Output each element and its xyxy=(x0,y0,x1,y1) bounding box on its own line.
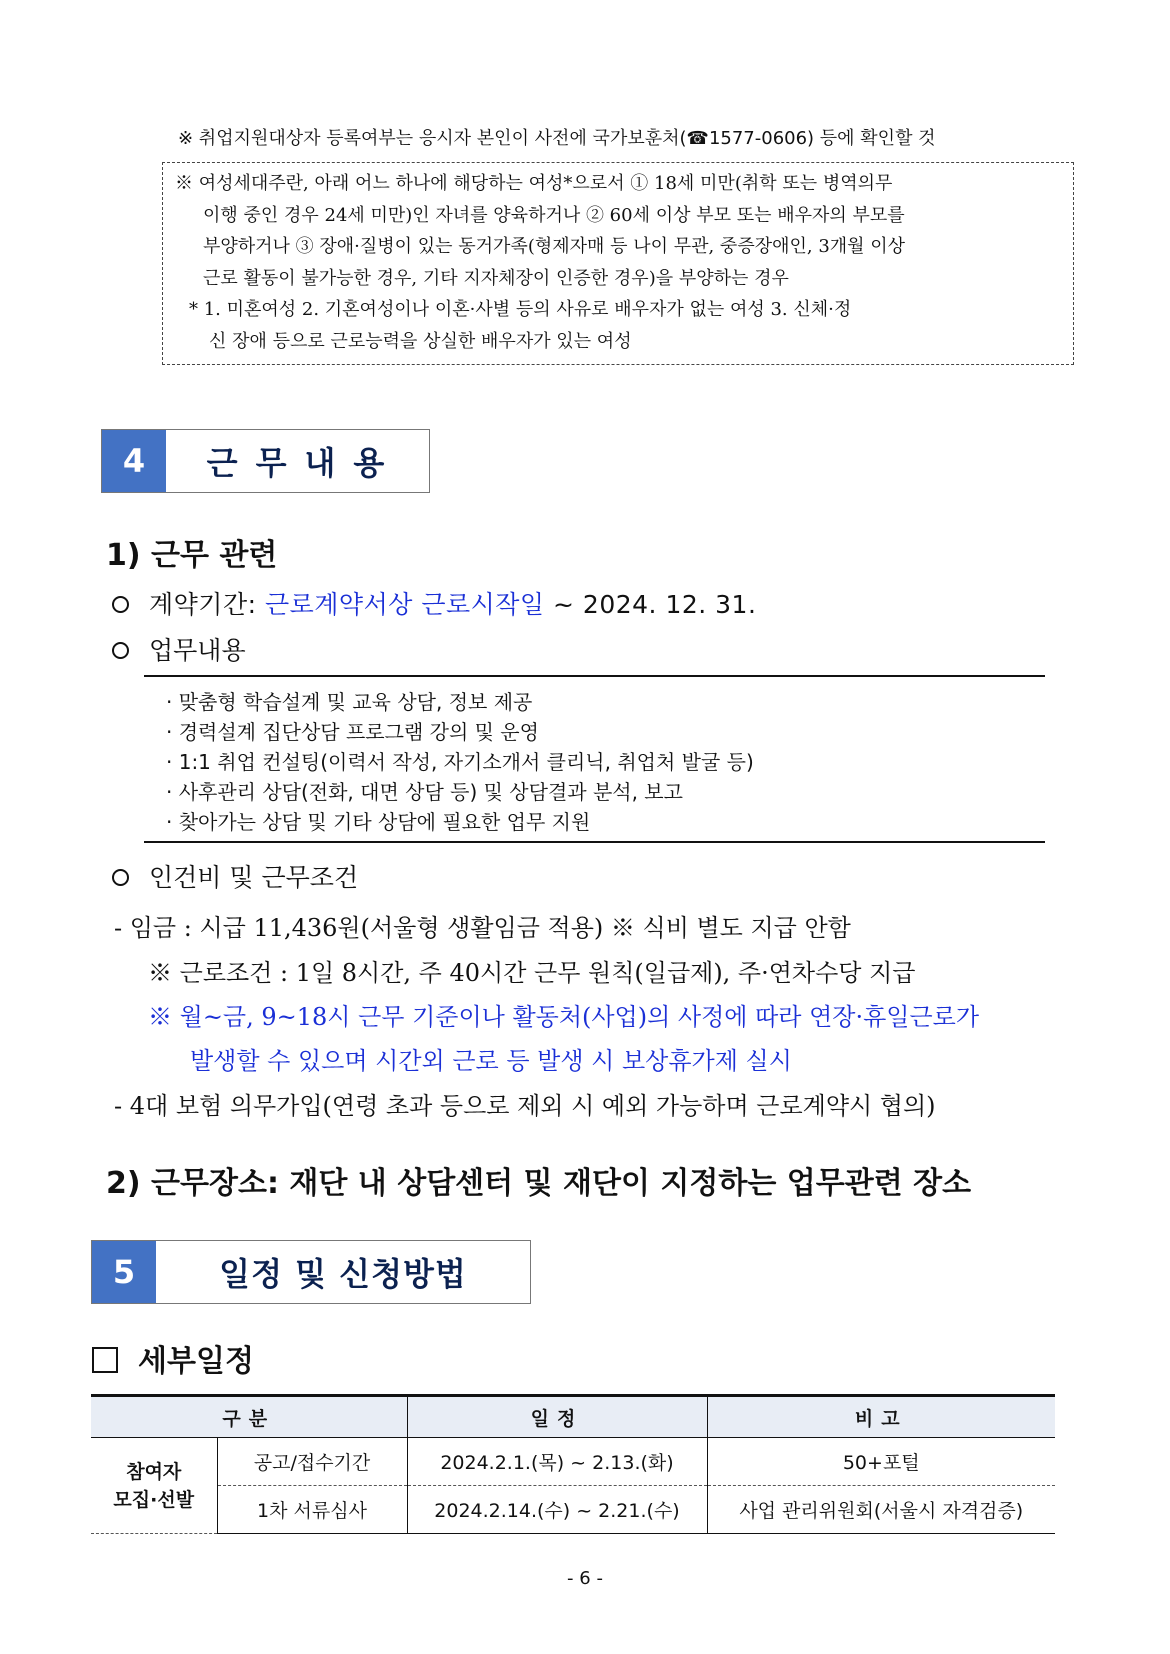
circle-bullet-icon xyxy=(112,869,129,886)
note-cell: 50+포털 xyxy=(707,1438,1055,1486)
section-header-5 xyxy=(91,1240,531,1304)
section-header-4 xyxy=(101,429,430,493)
date-cell: 2024.2.1.(목) ~ 2.13.(화) xyxy=(407,1438,707,1486)
list-item: · 맞춤형 학습설계 및 교육 상담, 정보 제공 xyxy=(166,690,533,714)
subsection-heading: 1) 근무 관련 xyxy=(106,538,278,573)
contract-end: ~ 2024. 12. 31. xyxy=(544,590,757,619)
subsection-heading: 2) 근무장소: 재단 내 상담센터 및 재단이 지정하는 업무관련 장소 xyxy=(106,1166,972,1201)
group-cell xyxy=(91,1438,217,1534)
stage-cell: 공고/접수기간 xyxy=(217,1438,407,1486)
list-item: · 경력설계 집단상담 프로그램 강의 및 운영 xyxy=(166,720,539,744)
checkbox-icon xyxy=(92,1347,118,1373)
stage-cell: 1차 서류심사 xyxy=(217,1486,407,1534)
circle-bullet-icon xyxy=(112,596,129,613)
duty-label-text: 업무내용 xyxy=(149,636,246,665)
section-number: 4 xyxy=(102,430,166,492)
table-row xyxy=(91,1438,1055,1486)
list-item: · 1:1 취업 컨설팅(이력서 작성, 자기소개서 클리닉, 취업처 발굴 등) xyxy=(166,750,754,774)
notice-box-line: * 1. 미혼여성 2. 기혼여성이나 이혼·사별 등의 사유로 배우자가 없는 여성 3. 신체·정 xyxy=(189,299,852,320)
schedule-heading xyxy=(92,1336,254,1380)
list-item: · 사후관리 상담(전화, 대면 상담 등) 및 상담결과 분석, 보고 xyxy=(166,780,683,804)
work-hours-line-cont: 발생할 수 있으며 시간외 근로 등 발생 시 보상휴가제 실시 xyxy=(190,1047,792,1075)
insurance-line: - 4대 보험 의무가입(연령 초과 등으로 제외 시 예외 가능하며 근로계약시 협의) xyxy=(114,1092,936,1120)
pay-label-text: 인건비 및 근무조건 xyxy=(149,863,359,892)
group-label: 모집·선발 xyxy=(113,1488,195,1511)
contract-label: 계약기간: xyxy=(149,590,265,619)
notice-line: ※ 취업지원대상자 등록여부는 응시자 본인이 사전에 국가보훈처(☎1577-0606) 등에 확인할 것 xyxy=(178,128,936,149)
section-title: 근무내용 xyxy=(206,444,403,482)
duty-label xyxy=(112,631,246,667)
notice-box-line: 이행 중인 경우 24세 미만)인 자녀를 양육하거나 ② 60세 이상 부모 또는 배우자의 부모를 xyxy=(203,204,905,226)
duty-list xyxy=(144,675,1045,843)
column-header: 일정 xyxy=(407,1396,707,1438)
notice-box-line: ※ 여성세대주란, 아래 어느 하나에 해당하는 여성*으로서 ① 18세 미만(취학 또는 병역의무 xyxy=(175,173,893,194)
wage-line: - 임금 : 시급 11,436원(서울형 생활임금 적용) ※ 식비 별도 지급 안함 xyxy=(114,914,851,942)
group-label: 참여자 xyxy=(126,1460,182,1483)
date-cell: 2024.2.14.(수) ~ 2.21.(수) xyxy=(407,1486,707,1534)
notice-box-line: 근로 활동이 불가능한 경우, 기타 지자체장이 인증한 경우)을 부양하는 경우 xyxy=(203,267,789,289)
contract-period xyxy=(112,585,756,621)
list-item: · 찾아가는 상담 및 기타 상담에 필요한 업무 지원 xyxy=(166,810,591,834)
circle-bullet-icon xyxy=(112,642,129,659)
section-number: 5 xyxy=(92,1241,156,1303)
table-header-row xyxy=(91,1396,1055,1438)
work-condition-line: ※ 근로조건 : 1일 8시간, 주 40시간 근무 원칙(일급제), 주·연차수당 지급 xyxy=(148,959,916,987)
section-title: 일정 및 신청방법 xyxy=(219,1255,467,1293)
contract-start: 근로계약서상 근로시작일 xyxy=(264,590,545,619)
schedule-table xyxy=(91,1394,1055,1534)
work-hours-line: ※ 월~금, 9~18시 근무 기준이나 활동처(사업)의 사정에 따라 연장·휴일근로가 xyxy=(148,1003,980,1031)
note-cell: 사업 관리위원회(서울시 자격검증) xyxy=(707,1486,1055,1534)
column-header: 비고 xyxy=(707,1396,1055,1438)
column-header: 구분 xyxy=(91,1396,407,1438)
page-number: - 6 - xyxy=(567,1568,603,1589)
notice-box-line: 신 장애 등으로 근로능력을 상실한 배우자가 있는 여성 xyxy=(209,330,632,352)
table-row xyxy=(91,1486,1055,1534)
notice-box-line: 부양하거나 ③ 장애·질병이 있는 동거가족(형제자매 등 나이 무관, 중증장애인, 3개월 이상 xyxy=(203,236,906,257)
schedule-heading-text: 세부일정 xyxy=(138,1344,254,1379)
notice-box xyxy=(162,162,1074,365)
pay-label xyxy=(112,858,358,894)
